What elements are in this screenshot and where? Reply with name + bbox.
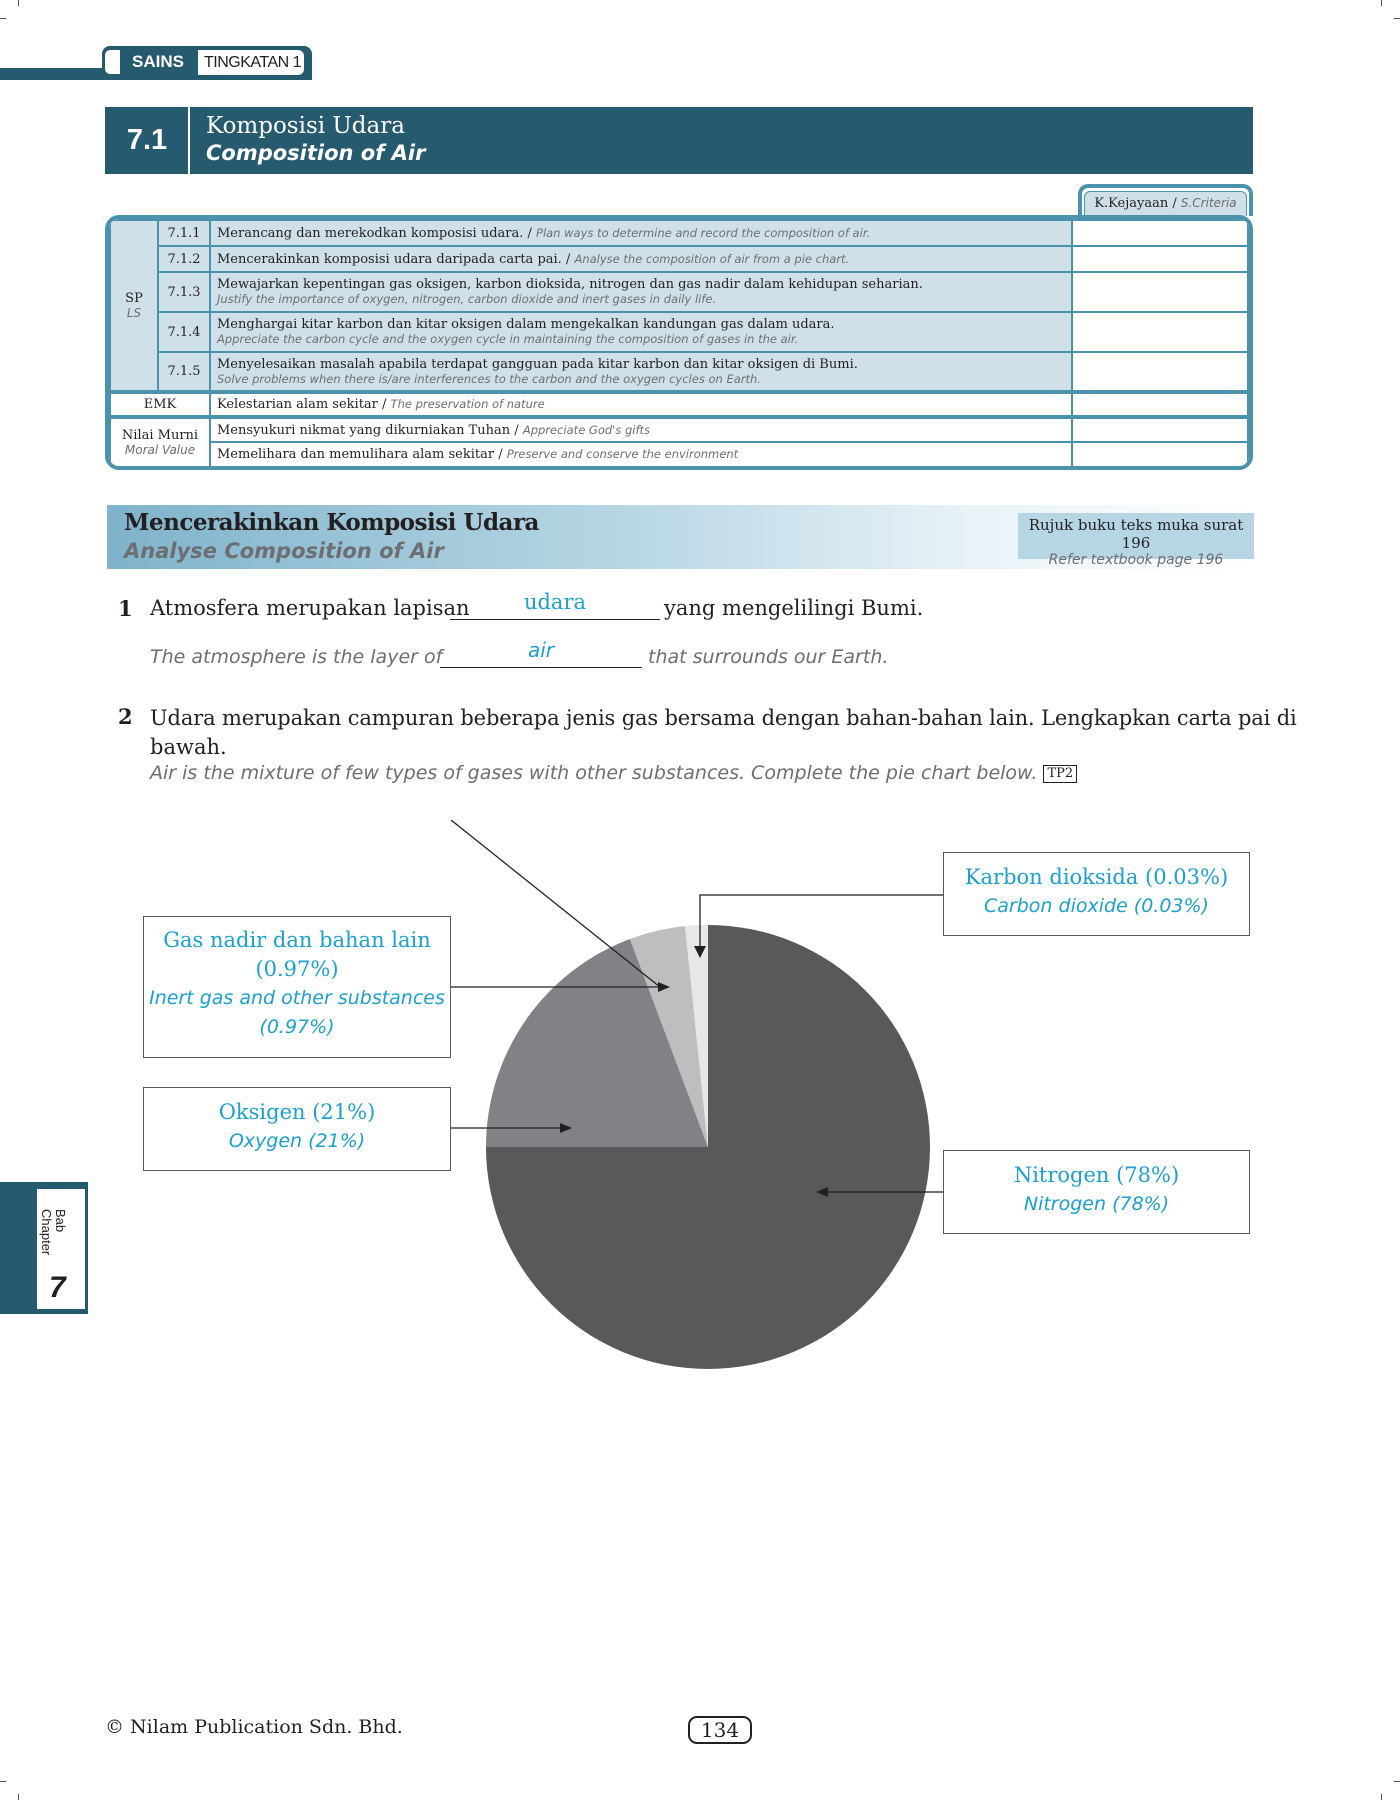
answer-blank-ms[interactable] — [450, 590, 660, 620]
label-nitrogen-en: Nitrogen (78%) — [1023, 1193, 1170, 1215]
criteria-cell[interactable] — [1072, 246, 1248, 272]
question-text-ms-before: Atmosfera merupakan lapisan — [150, 596, 470, 620]
moral-en: Preserve and conserve the environment — [506, 447, 739, 461]
chapter-tab-text — [39, 1209, 67, 1269]
label-carbon-dioxide — [943, 852, 1250, 936]
label-inert-en2: (0.97%) — [259, 1016, 335, 1038]
criteria-cell[interactable] — [1072, 417, 1248, 442]
question-text-en — [150, 762, 1077, 784]
emk-ms: Kelestarian alam sekitar / — [217, 397, 387, 412]
answer-en: air — [527, 638, 555, 662]
label-co2-en: Carbon dioxide (0.03%) — [984, 895, 1209, 917]
emk-text — [210, 392, 1072, 417]
question-text-ms-after: yang mengelilingi Bumi. — [664, 596, 924, 620]
criteria-header-ms: K.Kejayaan / — [1094, 196, 1177, 211]
question-text-en-body: Air is the mixture of few types of gases with other substances. Complete the pie chart below. — [150, 762, 1038, 784]
sp-label-cell — [110, 220, 158, 392]
subject-label: SAINS — [132, 52, 184, 71]
chapter-tab — [0, 1182, 88, 1314]
crop-mark — [1394, 18, 1400, 19]
question-number: 2 — [118, 704, 133, 729]
chapter-tab-inner — [36, 1188, 86, 1310]
level-label: TINGKATAN 1 — [198, 50, 304, 75]
crop-mark — [0, 1781, 6, 1782]
textbook-reference — [1018, 513, 1254, 568]
table-row — [110, 352, 1248, 392]
question-text-en-before: The atmosphere is the layer of — [150, 646, 443, 668]
label-inert-en1: Inert gas and other substances — [149, 987, 445, 1009]
pie-chart — [0, 820, 1400, 1400]
table-row — [110, 392, 1248, 417]
criteria-header — [1084, 191, 1247, 216]
table-row — [110, 442, 1248, 467]
reference-en: Refer textbook page 196 — [1048, 552, 1224, 568]
moral-label-en: Moral Value — [124, 442, 196, 457]
standard-en: Justify the importance of oxygen, nitrogen, carbon dioxide and inert gases in daily life. — [217, 292, 717, 306]
criteria-cell[interactable] — [1072, 392, 1248, 417]
moral-text — [210, 417, 1072, 442]
standards-table — [105, 215, 1253, 470]
standard-en: Solve problems when there is/are interferences to the carbon and the oxygen cycles on Earth. — [217, 371, 761, 386]
standard-code: 7.1.3 — [158, 272, 210, 312]
section-header — [105, 107, 1253, 174]
standard-en: Appreciate the carbon cycle and the oxygen cycle in maintaining the composition of gases in the air. — [217, 332, 799, 346]
standard-text — [210, 220, 1072, 246]
moral-label-ms: Nilai Murni — [121, 427, 199, 443]
standard-ms: Mencerakinkan komposisi udara daripada carta pai. / — [217, 251, 571, 267]
page-number: 134 — [688, 1716, 752, 1744]
emk-label: EMK — [110, 392, 210, 417]
tab-notch — [105, 50, 120, 74]
chapter-label-ms: Bab — [53, 1209, 68, 1233]
standard-ms: Menghargai kitar karbon dan kitar oksigen dalam mengekalkan kandungan gas dalam udara. — [217, 317, 835, 332]
chapter-label-en: Chapter — [39, 1209, 54, 1256]
label-oxygen-en: Oxygen (21%) — [228, 1130, 366, 1152]
answer-blank-en[interactable] — [440, 638, 642, 668]
moral-label-cell — [110, 417, 210, 467]
moral-ms: Memelihara dan memulihara alam sekitar / — [217, 447, 503, 462]
moral-en: Appreciate God's gifts — [522, 422, 651, 437]
table-row — [110, 272, 1248, 312]
table-row — [110, 220, 1248, 246]
crop-mark — [0, 18, 6, 19]
pie-slices — [486, 925, 930, 1369]
table-row — [110, 312, 1248, 352]
criteria-cell[interactable] — [1072, 312, 1248, 352]
activity-title-en: Analyse Composition of Air — [124, 539, 444, 563]
standard-text — [210, 272, 1072, 312]
section-title-ms: Komposisi Udara — [206, 113, 405, 139]
crop-mark — [1394, 1781, 1400, 1782]
standard-ms: Merancang dan merekodkan komposisi udara. / — [217, 225, 532, 241]
section-divider — [188, 107, 190, 174]
reference-ms: Rujuk buku teks muka surat 196 — [1028, 516, 1244, 552]
question-1 — [118, 590, 1258, 686]
label-oxygen — [143, 1087, 451, 1171]
crop-mark — [1381, 1794, 1382, 1800]
moral-text — [210, 442, 1072, 467]
standard-text — [210, 312, 1072, 352]
crop-mark — [18, 1794, 19, 1800]
moral-ms: Mensyukuri nikmat yang dikurniakan Tuhan / — [217, 422, 519, 438]
label-nitrogen — [943, 1150, 1250, 1234]
criteria-cell[interactable] — [1072, 272, 1248, 312]
subject-tab — [102, 46, 312, 80]
criteria-cell[interactable] — [1072, 220, 1248, 246]
label-inert-gas — [143, 916, 451, 1058]
question-text-ms — [150, 704, 1297, 762]
standard-code: 7.1.4 — [158, 312, 210, 352]
criteria-header-en: S.Criteria — [1180, 196, 1237, 210]
section-number: 7.1 — [126, 124, 168, 156]
question-number: 1 — [118, 596, 133, 621]
standard-text — [210, 352, 1072, 392]
copyright: © Nilam Publication Sdn. Bhd. — [105, 1716, 403, 1738]
sp-label: SP — [125, 290, 143, 306]
criteria-header-tab — [1078, 184, 1253, 216]
chapter-number: 7 — [49, 1271, 66, 1304]
label-oxygen-ms: Oksigen (21%) — [218, 1100, 376, 1124]
answer-ms: udara — [523, 590, 587, 614]
standard-code: 7.1.1 — [158, 220, 210, 246]
crop-mark — [1381, 0, 1382, 6]
table-row — [110, 417, 1248, 442]
standard-code: 7.1.2 — [158, 246, 210, 272]
standard-code: 7.1.5 — [158, 352, 210, 392]
label-nitrogen-ms: Nitrogen (78%) — [1013, 1163, 1180, 1187]
standard-en: Plan ways to determine and record the composition of air. — [536, 225, 871, 240]
question-text-en-after: that surrounds our Earth. — [648, 646, 889, 668]
section-title-en: Composition of Air — [206, 141, 426, 165]
standard-ms: Mewajarkan kepentingan gas oksigen, karbon dioksida, nitrogen dan gas nadir dalam kehidupan seharian. — [217, 277, 923, 292]
standard-text — [210, 246, 1072, 272]
criteria-cell[interactable] — [1072, 352, 1248, 392]
label-co2-ms: Karbon dioksida (0.03%) — [964, 865, 1229, 889]
emk-en: The preservation of nature — [390, 397, 545, 411]
tp-badge: TP2 — [1043, 765, 1077, 783]
standard-ms: Menyelesaikan masalah apabila terdapat gangguan pada kitar karbon dan kitar oksigen di Bumi. — [217, 356, 858, 372]
question-text-ms-line2: bawah. — [150, 735, 227, 759]
ls-label: LS — [126, 305, 142, 320]
criteria-cell[interactable] — [1072, 442, 1248, 467]
crop-mark — [18, 0, 19, 6]
activity-title-ms: Mencerakinkan Komposisi Udara — [124, 509, 539, 536]
label-inert-ms2: (0.97%) — [255, 957, 339, 981]
question-text-ms-line1: Udara merupakan campuran beberapa jenis gas bersama dengan bahan-bahan lain. Lengkapkan carta pai di — [150, 706, 1297, 730]
standard-en: Analyse the composition of air from a pie chart. — [574, 251, 850, 266]
label-inert-ms1: Gas nadir dan bahan lain — [163, 928, 431, 952]
question-2 — [118, 704, 1297, 794]
table-row — [110, 246, 1248, 272]
